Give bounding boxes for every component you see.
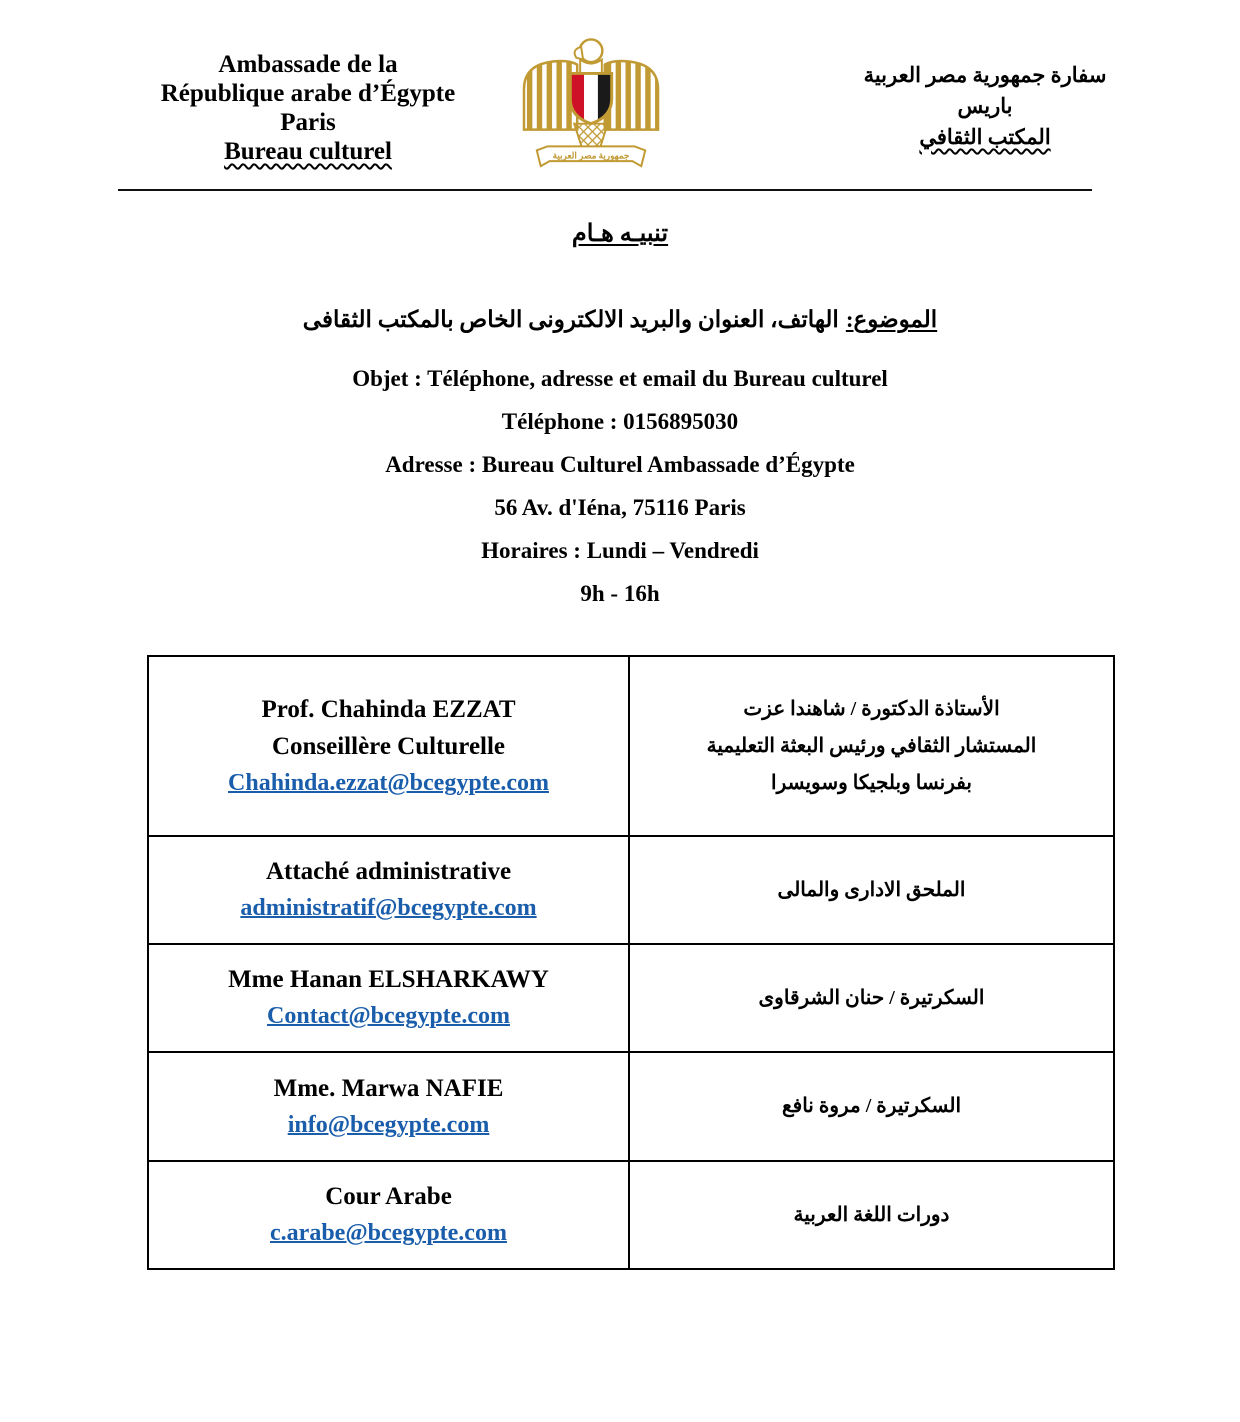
table-row	[148, 1161, 1114, 1269]
email-link[interactable]: Contact@bcegypte.com	[267, 1003, 510, 1029]
contact-cell-fr	[148, 1161, 629, 1269]
table-row	[148, 836, 1114, 944]
info-line-telephone: Téléphone : 0156895030	[501, 409, 739, 434]
contact-role: Conseillère Culturelle	[271, 732, 506, 760]
header-ar-cultural-office: المكتب الثقافي	[919, 125, 1051, 149]
header-french-block	[133, 50, 483, 166]
subject-line	[0, 303, 1240, 337]
contact-cell-fr	[148, 944, 629, 1052]
contact-cell-ar	[629, 656, 1114, 836]
contact-cell-ar	[629, 944, 1114, 1052]
contact-cell-ar	[629, 836, 1114, 944]
eagle-beak	[575, 47, 584, 60]
header-divider	[118, 189, 1092, 191]
email-link[interactable]: Chahinda.ezzat@bcegypte.com	[228, 769, 549, 796]
info-line-hours: 9h - 16h	[580, 581, 660, 606]
contact-cell-ar	[629, 1161, 1114, 1269]
contact-ar-line: السكرتيرة / حنان الشرقاوى	[758, 986, 985, 1009]
info-line-adresse: Adresse : Bureau Culturel Ambassade d’Égypte	[385, 452, 855, 477]
info-line-horaires: Horaires : Lundi – Vendredi	[481, 538, 759, 563]
header-ar-line: سفارة جمهورية مصر العربية	[863, 63, 1107, 87]
contact-ar-line: الملحق الادارى والمالى	[777, 878, 966, 901]
header-fr-line: République arabe d’Égypte	[160, 80, 456, 107]
header-fr-bureau-culturel: Bureau culturel	[224, 138, 392, 165]
info-line-street: 56 Av. d'Iéna, 75116 Paris	[494, 495, 746, 520]
header-fr-line: Paris	[280, 109, 336, 136]
contact-cell-fr	[148, 1052, 629, 1161]
contact-cell-fr	[148, 656, 629, 836]
table-row	[148, 1052, 1114, 1161]
table-row	[148, 656, 1114, 836]
header-fr-line: Ambassade de la	[218, 51, 398, 78]
header-arabic-block	[835, 60, 1135, 153]
email-link[interactable]: administratif@bcegypte.com	[240, 895, 537, 921]
egypt-coat-of-arms-icon	[516, 34, 666, 172]
contact-ar-line: السكرتيرة / مروة نافع	[782, 1095, 961, 1117]
notice-title-text: تنبيـه هـام	[571, 221, 669, 247]
header-ar-line: باريس	[957, 94, 1013, 118]
subject-label: الموضوع:	[845, 307, 938, 332]
contact-name: Mme Hanan ELSHARKAWY	[228, 966, 549, 993]
info-block	[0, 357, 1240, 615]
contact-ar-line: الأستاذة الدكتورة / شاهندا عزت	[743, 697, 1000, 720]
contact-cell-fr	[148, 836, 629, 944]
notice-title	[0, 217, 1240, 251]
contact-name: Mme. Marwa NAFIE	[273, 1074, 504, 1102]
contact-name: Attaché administrative	[265, 858, 512, 885]
contact-ar-line: بفرنسا وبلجيكا وسويسرا	[771, 771, 972, 794]
contacts-table	[147, 655, 1115, 1270]
email-link[interactable]: info@bcegypte.com	[287, 1111, 490, 1138]
contact-name: Prof. Chahinda EZZAT	[261, 695, 516, 723]
contact-ar-line: المستشار الثقافي ورئيس البعثة التعليمية	[706, 734, 1037, 757]
contact-ar-line: دورات اللغة العربية	[793, 1203, 950, 1226]
contact-cell-ar	[629, 1052, 1114, 1161]
info-line-objet: Objet : Téléphone, adresse et email du Bureau culturel	[352, 366, 888, 391]
table-row	[148, 944, 1114, 1052]
contact-name: Cour Arabe	[325, 1183, 452, 1210]
email-link[interactable]: c.arabe@bcegypte.com	[270, 1220, 507, 1246]
emblem-banner-text: جمهورية مصر العربية	[552, 150, 630, 161]
subject-text: الهاتف، العنوان والبريد الالكترونى الخاص بالمكتب الثقافى	[302, 307, 839, 332]
